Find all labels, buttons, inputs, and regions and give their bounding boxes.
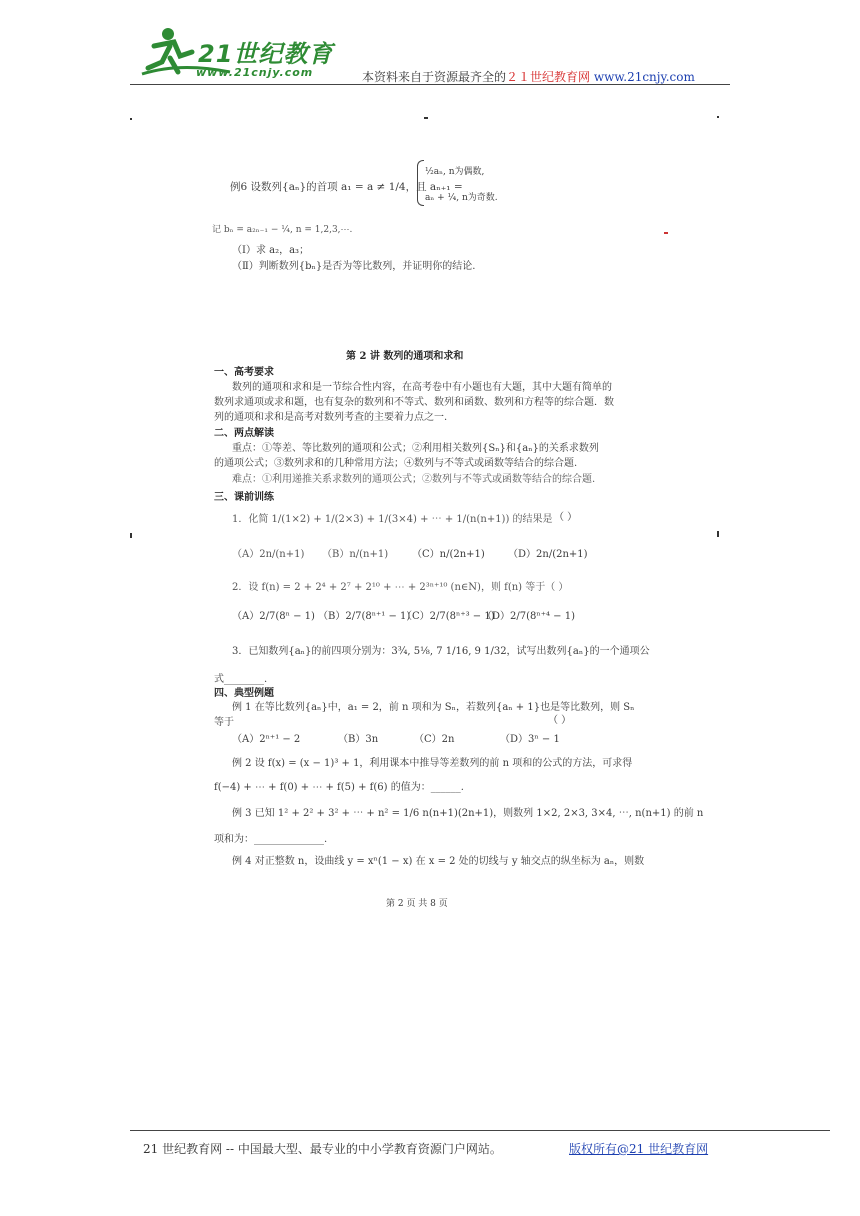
problem-2-option-c: （C）2/7(8ⁿ⁺³ − 1) <box>402 611 495 622</box>
section-2-title: 二、两点解读 <box>214 428 274 439</box>
problem-1-option-c: （C）n/(2n+1) <box>412 549 485 560</box>
copyright-link[interactable]: 版权所有@21 世纪教育网 <box>569 1142 709 1156</box>
problem-2-option-d: （D）2/7(8ⁿ⁺⁴ − 1) <box>482 611 575 622</box>
header-note-site[interactable]: ２１世纪教育网 <box>506 70 591 84</box>
scan-speck <box>717 116 719 118</box>
section-2-line-2: 的通项公式；③数列求和的几种常用方法；④数列与不等式或函数等结合的综合题. <box>214 458 578 469</box>
header-note-prefix: 本资料来自于资源最齐全的 <box>362 70 507 84</box>
problem-2-option-b: （B）2/7(8ⁿ⁺¹ − 1) <box>318 611 411 622</box>
example6-question-2: （Ⅱ）判断数列{bₙ}是否为等比数列，并证明你的结论. <box>232 261 476 272</box>
section-1-line-3: 列的通项和求和是高考对数列考查的主要着力点之一. <box>214 412 448 423</box>
example-2-tail: f(−4) + ⋯ + f(0) + ⋯ + f(5) + f(6) 的值为：______. <box>214 782 464 793</box>
problem-1-option-a: （A）2n/(n+1) <box>232 549 305 560</box>
header-note <box>362 68 695 85</box>
header-divider <box>130 84 730 85</box>
example6-definition: 记 bₙ = a₂ₙ₋₁ − ¼, n = 1,2,3,⋯. <box>212 225 353 235</box>
scan-speck <box>130 533 132 538</box>
section-3-title: 三、课前训练 <box>214 492 274 503</box>
problem-1-option-d: （D）2n/(2n+1) <box>508 549 588 560</box>
footer-text: 21 世纪教育网 -- 中国最大型、最专业的中小学教育资源门户网站。 <box>143 1142 502 1156</box>
scan-speck <box>664 232 668 234</box>
section-1-line-2: 数列求通项或求和题，也有复杂的数列和不等式、数列和函数、数列和方程等的综合题．数 <box>214 397 614 408</box>
example-1: 例 1 在等比数列{aₙ}中，a₁ = 2，前 n 项和为 Sₙ，若数列{aₙ + 1}也是等比数列，则 Sₙ <box>232 702 635 713</box>
section-1-line-1: 数列的通项和求和是一节综合性内容，在高考卷中有小题也有大题，其中大题有简单的 <box>232 382 612 393</box>
example6-intro: 例6 设数列{aₙ}的首项 a₁ = a ≠ 1/4，且 aₙ₊₁ = <box>230 181 463 193</box>
section-4-title: 四、典型例题 <box>214 688 274 699</box>
logo-wordmark: 21世纪教育 <box>198 40 334 68</box>
problem-2-option-a: （A）2/7(8ⁿ − 1) <box>232 611 315 622</box>
section-2-line-3: 难点：①利用递推关系求数列的通项公式；②数列与不等式或函数等结合的综合题. <box>232 474 596 485</box>
example-3-tail: 项和为：______________. <box>214 834 328 845</box>
example-2: 例 2 设 f(x) = (x − 1)³ + 1，利用课本中推导等差数列的前 n 项和的公式的方法，可求得 <box>232 758 633 769</box>
example-3: 例 3 已知 1² + 2² + 3² + ⋯ + n² = 1/6 n(n+1)(2n+1)，则数列 1×2, 2×3, 3×4, ⋯, n(n+1) 的前 n <box>232 808 704 819</box>
scan-speck <box>717 531 719 537</box>
scan-speck <box>424 117 428 119</box>
example-1-option-c: （C）2n <box>414 734 455 745</box>
case-brace <box>417 160 424 206</box>
header-note-url[interactable]: www.21cnjy.com <box>593 70 695 84</box>
example-1-answer-paren: （ ） <box>548 715 572 726</box>
problem-3: 3．已知数列{aₙ}的前四项分别为：3¾, 5⅛, 7 1/16, 9 1/32，试写出数列{aₙ}的一个通项公 <box>232 646 650 657</box>
problem-2: 2．设 f(n) = 2 + 2⁴ + 2⁷ + 2¹⁰ + ⋯ + 2³ⁿ⁺¹⁰ (n∈N)，则 f(n) 等于（ ） <box>232 582 569 593</box>
problem-3-tail: 式________. <box>214 674 268 685</box>
scan-speck <box>130 118 132 120</box>
problem-1: 1．化简 1/(1×2) + 1/(2×3) + 1/(3×4) + ⋯ + 1/(n(n+1)) 的结果是 <box>232 514 553 525</box>
lecture-title: 第 2 讲 数列的通项和求和 <box>346 351 464 362</box>
example6-case-odd: aₙ + ¼, n为奇数. <box>425 193 498 203</box>
problem-1-option-b: （B）n/(n+1) <box>322 549 389 560</box>
example-1-option-b: （B）3n <box>338 734 379 745</box>
section-1-title: 一、高考要求 <box>214 367 274 378</box>
logo-url: www.21cnjy.com <box>196 66 314 79</box>
page-number: 第 2 页 共 8 页 <box>386 899 448 909</box>
example6-question-1: （Ⅰ）求 a₂，a₃； <box>232 245 310 256</box>
example6-case-even: ½aₙ, n为偶数, <box>425 167 485 177</box>
example-1-tail: 等于 <box>214 717 234 728</box>
problem-1-answer-paren: （ ） <box>554 512 578 523</box>
section-2-line-1: 重点：①等差、等比数列的通项和公式；②利用相关数列{Sₙ}和{aₙ}的关系求数列 <box>232 443 599 454</box>
example-1-option-d: （D）3ⁿ − 1 <box>500 734 560 745</box>
example-1-option-a: （A）2ⁿ⁺¹ − 2 <box>232 734 301 745</box>
footer-divider <box>130 1130 830 1131</box>
example-4: 例 4 对正整数 n，设曲线 y = xⁿ(1 − x) 在 x = 2 处的切线与 y 轴交点的纵坐标为 aₙ，则数 <box>232 856 645 867</box>
